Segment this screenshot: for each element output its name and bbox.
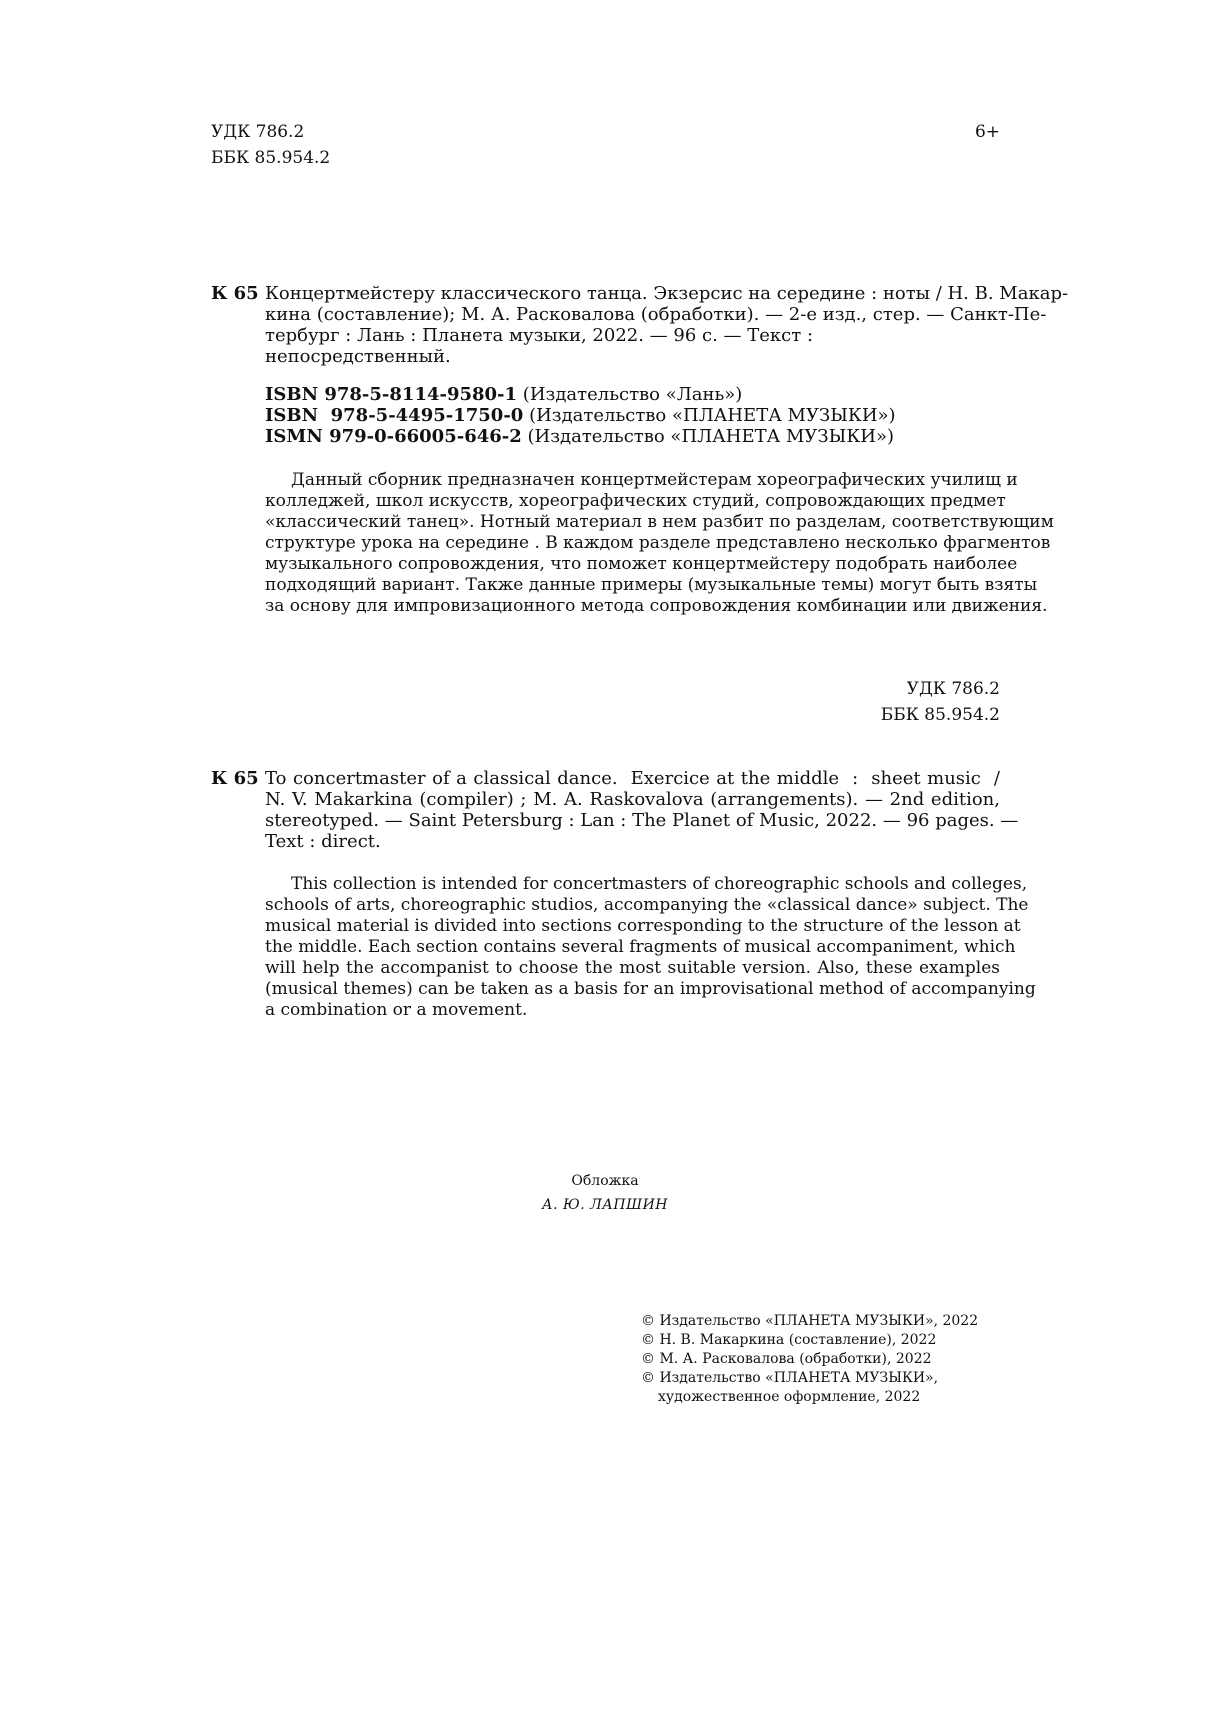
en-citation-line: Text : direct.	[265, 831, 381, 852]
en-codes	[800, 679, 1000, 726]
ru-abstract-line: Данный сборник предназначен концертмейстерам хореографических училищ и	[291, 470, 1018, 490]
copyright-line: © Издательство «ПЛАНЕТА МУЗЫКИ», 2022	[641, 1313, 979, 1329]
isbn-row	[265, 384, 1000, 405]
ru-abstract-line: музыкального сопровождения, что поможет концертмейстеру подобрать наиболее	[265, 554, 1018, 574]
en-abstract-line: musical material is divided into sections corresponding to the structure of the lesson at	[265, 916, 1021, 936]
isbn-publisher: (Издательство «ПЛАНЕТА МУЗЫКИ»)	[529, 405, 896, 426]
copyright-line: © М. А. Расковалова (обработки), 2022	[641, 1351, 932, 1367]
ismn-row	[265, 426, 1000, 447]
isbn-publisher: (Издательство «ПЛАНЕТА МУЗЫКИ»)	[527, 426, 895, 447]
cover-label: Обложка	[571, 1173, 639, 1189]
en-abstract-line: will help the accompanist to choose the most suitable version. Also, these examples	[265, 958, 1000, 978]
ru-citation	[265, 283, 1069, 367]
en-abstract-line: This collection is intended for concertmasters of choreographic schools and colleges,	[291, 874, 1028, 894]
ru-abstract-line: «классический танец». Нотный материал в нем разбит по разделам, соответствующим	[265, 512, 1054, 532]
ru-citation-line: Концертмейстеру классического танца. Экзерсис на середине : ноты / Н. В. Макар-	[265, 283, 1069, 304]
en-abstract-line: a combination or a movement.	[265, 1000, 528, 1020]
copyright-line: © Издательство «ПЛАНЕТА МУЗЫКИ»,	[641, 1370, 939, 1386]
ru-abstract-line: за основу для импровизационного метода сопровождения комбинации или движения.	[265, 596, 1048, 616]
isbn-row	[265, 405, 1000, 426]
copyright-block	[641, 1312, 1001, 1407]
en-citation-line: stereotyped. — Saint Petersburg : Lan : The Planet of Music, 2022. — 96 pages. —	[265, 810, 1019, 831]
en-citation	[265, 768, 1019, 852]
copyright-line: © Н. В. Макаркина (составление), 2022	[641, 1332, 937, 1348]
en-udk-code: УДК 786.2	[906, 679, 1000, 699]
en-catalog-code: К 65	[211, 768, 259, 789]
ru-citation-line: кина (составление); М. А. Расковалова (обработки). — 2-е изд., стер. — Санкт-Пе-	[265, 304, 1047, 325]
ru-citation-line: тербург : Лань : Планета музыки, 2022. — 96 с. — Текст : непосредственный.	[265, 325, 814, 367]
ru-catalog-code: К 65	[211, 283, 259, 304]
en-citation-line: To concertmaster of a classical dance. Exercice at the middle : sheet music /	[265, 768, 1000, 789]
en-bbk-code: ББК 85.954.2	[880, 705, 1000, 725]
cover-artist: А. Ю. ЛАПШИН	[542, 1197, 668, 1213]
isbn-number: ISBN 978-5-4495-1750-0	[265, 405, 524, 426]
bbk-code: ББК 85.954.2	[211, 148, 331, 168]
isbn-publisher: (Издательство «Лань»)	[522, 384, 743, 405]
en-citation-line: N. V. Makarkina (compiler) ; M. A. Raskovalova (arrangements). — 2nd edition,	[265, 789, 1000, 810]
isbn-number: ISBN 978-5-8114-9580-1	[265, 384, 518, 405]
udk-code: УДК 786.2	[211, 122, 305, 142]
ru-abstract	[265, 470, 1054, 617]
ru-abstract-line: колледжей, школ искусств, хореографических студий, сопровождающих предмет	[265, 491, 1006, 511]
en-abstract	[265, 874, 1036, 1021]
ru-abstract-line: подходящий вариант. Также данные примеры (музыкальные темы) могут быть взяты	[265, 575, 1038, 595]
ru-abstract-line: структуре урока на середине . В каждом разделе представлено несколько фрагментов	[265, 533, 1051, 553]
en-abstract-line: the middle. Each section contains several fragments of musical accompaniment, which	[265, 937, 1016, 957]
en-abstract-line: (musical themes) can be taken as a basis for an improvisational method of accompanying	[265, 979, 1036, 999]
copyright-line: художественное оформление, 2022	[658, 1389, 921, 1405]
ismn-number: ISMN 979-0-66005-646-2	[265, 426, 522, 447]
isbn-list	[265, 384, 1000, 447]
age-rating: 6+	[974, 122, 1000, 142]
en-abstract-line: schools of arts, choreographic studios, accompanying the «classical dance» subject. The	[265, 895, 1029, 915]
